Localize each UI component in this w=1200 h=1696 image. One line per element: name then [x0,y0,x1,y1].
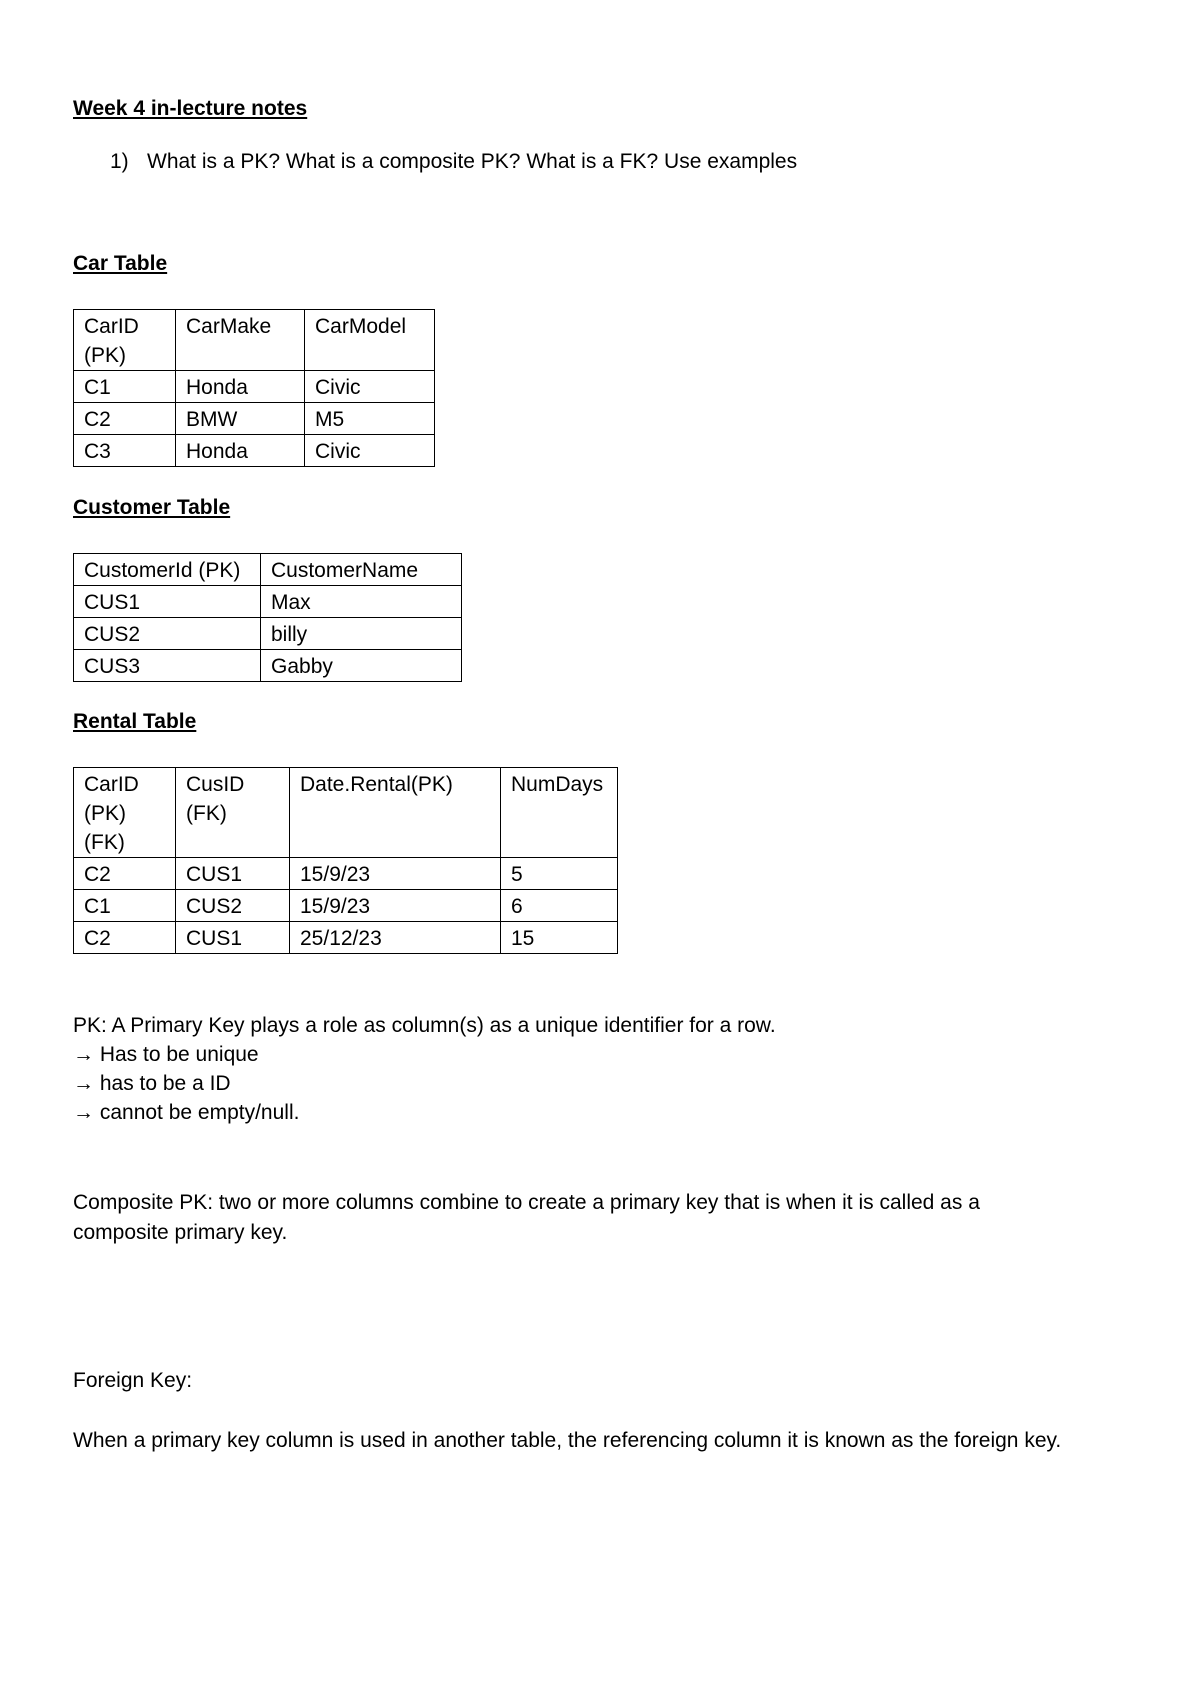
table-cell: CUS1 [176,858,290,890]
table-header-cell: CarMake [176,310,305,371]
table-header-cell: CusID (FK) [176,768,290,858]
customer-table-heading: Customer Table [73,496,231,519]
foreign-key-definition: When a primary key column is used in another table, the referencing column it is known as the foreign key. [73,1429,1062,1452]
table-cell: 15/9/23 [290,858,501,890]
table-row [74,650,462,682]
table-cell: 15 [501,922,618,954]
table-header-row [74,310,435,371]
pk-definition: PK: A Primary Key plays a role as column(s) as a unique identifier for a row. [73,1014,776,1037]
table-cell: C3 [74,435,176,467]
table-cell: Honda [176,435,305,467]
table-cell: C2 [74,922,176,954]
table-cell: C1 [74,371,176,403]
car-table [73,309,435,467]
table-row [74,371,435,403]
table-header-row [74,554,462,586]
car-table-heading: Car Table [73,252,168,275]
table-cell: CUS3 [74,650,261,682]
composite-pk-paragraph: Composite PK: two or more columns combine to create a primary key that is when it is called as a composite primary key. [73,1191,980,1244]
table-row [74,403,435,435]
table-header-cell: CarModel [305,310,435,371]
table-cell: Civic [305,435,435,467]
table-cell: 5 [501,858,618,890]
table-header-cell: CarID (PK) (FK) [74,768,176,858]
table-cell: BMW [176,403,305,435]
table-cell: Gabby [261,650,462,682]
table-cell: 25/12/23 [290,922,501,954]
table-row [74,890,618,922]
table-header-cell: CarID (PK) [74,310,176,371]
table-cell: Max [261,586,462,618]
table-cell: C2 [74,403,176,435]
foreign-key-label: Foreign Key: [73,1369,193,1392]
pk-point: → cannot be empty/null. [73,1101,300,1124]
question-text: What is a PK? What is a composite PK? What is a FK? Use examples [147,150,798,173]
pk-point: → has to be a ID [73,1072,231,1095]
table-header-cell: Date.Rental(PK) [290,768,501,858]
table-cell: CUS2 [176,890,290,922]
table-row [74,618,462,650]
table-row [74,858,618,890]
question-item [110,148,797,176]
rental-table-heading: Rental Table [73,710,197,733]
page-title: Week 4 in-lecture notes [73,97,308,120]
table-row [74,435,435,467]
table-cell: billy [261,618,462,650]
table-header-cell: NumDays [501,768,618,858]
table-cell: M5 [305,403,435,435]
table-header-row [74,768,618,858]
table-cell: C1 [74,890,176,922]
question-number: 1) [110,150,129,173]
table-cell: CUS1 [176,922,290,954]
customer-table [73,553,462,682]
table-cell: CUS1 [74,586,261,618]
table-row [74,586,462,618]
table-cell: Civic [305,371,435,403]
rental-table [73,767,618,954]
table-header-cell: CustomerName [261,554,462,586]
table-cell: CUS2 [74,618,261,650]
table-cell: 6 [501,890,618,922]
table-row [74,922,618,954]
table-header-cell: CustomerId (PK) [74,554,261,586]
table-cell: Honda [176,371,305,403]
table-cell: 15/9/23 [290,890,501,922]
table-cell: C2 [74,858,176,890]
pk-point: → Has to be unique [73,1043,259,1066]
